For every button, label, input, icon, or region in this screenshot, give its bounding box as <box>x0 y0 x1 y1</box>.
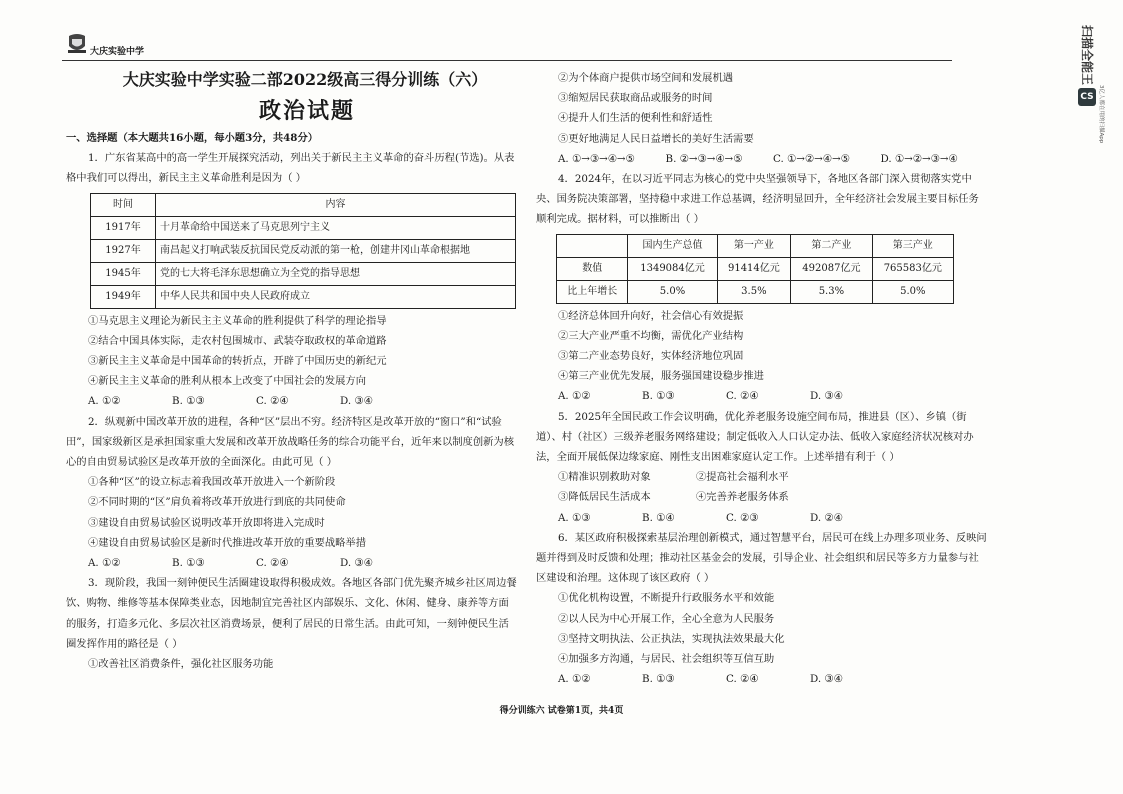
table-header-cell: 第一产业 <box>717 234 791 257</box>
table-cell: 5.0% <box>628 280 717 303</box>
answer-choice: D. ②④ <box>810 511 843 524</box>
answer-choice: C. ②③ <box>726 511 759 524</box>
answer-choice: B. ①③ <box>172 557 205 570</box>
answer-choice: A. ①→③→④→⑤ <box>558 152 635 165</box>
right-column <box>536 68 988 689</box>
question-1-option: ③新民主主义革命是中国革命的转折点，开辟了中国历史的新纪元 <box>88 355 387 368</box>
scanner-app-name: 扫描全能王 <box>1080 25 1094 86</box>
scanner-logo-icon: CS <box>1078 88 1096 106</box>
table-cell: 5.3% <box>791 280 872 303</box>
question-5-option: ①精准识别救助对象 <box>558 471 651 484</box>
table-cell: 比上年增长 <box>557 280 628 303</box>
table-cell: 1927年 <box>91 239 156 262</box>
answer-choice: A. ①③ <box>558 511 591 524</box>
answer-choice: A. ①② <box>558 390 591 403</box>
question-4-answers <box>536 386 988 406</box>
question-2-option: ④建设自由贸易试验区是新时代推进改革开放的重要战略举措 <box>88 536 367 549</box>
table-header-cell: 第二产业 <box>791 234 872 257</box>
question-5-stem: 5．2025年全国民政工作会议明确，优化养老服务设施空间布局，推进县（区）、乡镇（街道）、村（社区）三级养老服务网络建设；制定低收入人口认定办法、低收入家庭经济状况核对办法，全面开展低保边缘家庭、刚性支出困难家庭认定工作。上述举措有利于（ ） <box>536 410 974 464</box>
table-row <box>557 280 954 303</box>
question-3-option: ①改善社区消费条件，强化社区服务功能 <box>88 658 274 671</box>
question-4-option: ①经济总体回升向好，社会信心有效提振 <box>558 309 744 322</box>
table-header-cell: 时间 <box>91 193 156 216</box>
question-2-option: ①各种“区”的设立标志着我国改革开放进入一个新阶段 <box>88 476 336 489</box>
question-1-option: ②结合中国具体实际，走农村包围城市、武装夺取政权的革命道路 <box>88 334 387 347</box>
page-header <box>62 30 952 61</box>
table-cell: 3.5% <box>717 280 791 303</box>
table-cell: 91414亿元 <box>717 257 791 280</box>
question-4-table <box>556 234 954 304</box>
question-6-option: ③坚持文明执法、公正执法，实现执法效果最大化 <box>558 632 785 645</box>
question-1-option: ①马克思主义理论为新民主主义革命的胜利提供了科学的理论指导 <box>88 314 387 327</box>
table-cell: 1349084亿元 <box>628 257 717 280</box>
question-3-option: ②为个体商户提供市场空间和发展机遇 <box>558 72 734 84</box>
answer-choice: B. ①③ <box>172 395 205 408</box>
answer-choice: B. ②→③→④→⑤ <box>665 152 743 165</box>
table-cell: 1949年 <box>91 285 156 308</box>
table-row <box>557 257 954 280</box>
question-6-stem: 6．某区政府积极探索基层治理创新模式，通过智慧平台，居民可在线上办理多项业务、反映问题并得到及时反馈和处理；推动社区基金会的发展，引导企业、社会组织和居民等多方力量参与社区建设和治理。这体现了该区政府（ ） <box>536 531 987 585</box>
scanner-slogan-wrap <box>1096 85 1108 144</box>
question-2-option: ②不同时期的“区”肩负着将改革开放进行到底的共同使命 <box>88 496 346 509</box>
answer-choice: D. ①→②→③→④ <box>880 152 958 165</box>
table-header-cell: 国内生产总值 <box>628 234 717 257</box>
question-5-answers <box>536 508 988 528</box>
question-6-option: ④加强多方沟通，与居民、社会组织等互信互助 <box>558 653 775 666</box>
question-5-options <box>536 487 988 507</box>
table-row <box>91 216 516 239</box>
question-3-stem: 3．现阶段，我国一刻钟便民生活圈建设取得积极成效。各地区各部门优先聚齐城乡社区周边餐饮、购物、维修等基本保障类业态，因地制宜完善社区内部娱乐、文化、休闲、健身、康养等方面的服务，打造多元化、多层次社区消费场景，便利了居民的日常生活。由此可知，一刻钟便民生活圈发挥作用的路径是（ ） <box>66 577 517 650</box>
table-cell: 765583亿元 <box>872 257 953 280</box>
question-5-option: ③降低居民生活成本 <box>558 491 651 504</box>
answer-choice: D. ③④ <box>810 390 843 403</box>
scanner-slogan: 3亿人都在用的扫描App <box>1098 85 1104 144</box>
table-cell: 1945年 <box>91 262 156 285</box>
answer-choice: D. ③④ <box>340 395 373 408</box>
question-3-option: ⑤更好地满足人民日益增长的美好生活需要 <box>558 132 754 145</box>
question-4-option: ④第三产业优先发展，服务强国建设稳步推进 <box>558 370 764 383</box>
table-cell: 中华人民共和国中央人民政府成立 <box>156 285 516 308</box>
answer-choice: D. ③④ <box>340 557 373 570</box>
table-header-cell: 内容 <box>156 193 516 216</box>
table-cell: 5.0% <box>872 280 953 303</box>
question-6-answers <box>536 669 988 689</box>
table-cell: 1917年 <box>91 216 156 239</box>
answer-choice: A. ①② <box>558 673 591 686</box>
answer-choice: C. ①→②→④→⑤ <box>773 152 850 165</box>
table-row <box>91 285 516 308</box>
exam-title: 大庆实验中学实验二部2022级高三得分训练（六） <box>122 70 488 89</box>
table-cell: 党的七大将毛泽东思想确立为全党的指导思想 <box>156 262 516 285</box>
question-2-option: ③建设自由贸易试验区说明改革开放即将进入完成时 <box>88 516 325 529</box>
question-3-option: ④提升人们生活的便利性和舒适性 <box>558 112 713 125</box>
page-footer: 得分训练六 试卷第1页，共4页 <box>499 706 624 716</box>
question-2-answers <box>66 553 518 573</box>
answer-choice: C. ②④ <box>726 673 759 686</box>
table-row <box>91 262 516 285</box>
answer-choice: B. ①③ <box>642 390 675 403</box>
subject-title: 政治试题 <box>258 98 355 124</box>
scanner-watermark <box>1072 25 1102 85</box>
question-4-option: ③第二产业态势良好，实体经济地位巩固 <box>558 350 744 363</box>
question-2-stem: 2．纵观新中国改革开放的进程，各种“区”层出不穷。经济特区是改革开放的“窗口”和“试验田”，国家级新区是承担国家重大发展和改革开放战略任务的综合功能平台，近年来以制度创新为核心的自由贸易试验区是改革开放的全面深化。由此可见（ ） <box>66 415 515 469</box>
question-6-option: ①优化机构设置，不断提升行政服务水平和效能 <box>558 592 775 605</box>
table-cell: 十月革命给中国送来了马克思列宁主义 <box>156 216 516 239</box>
answer-choice: A. ①② <box>88 557 121 570</box>
answer-choice: C. ②④ <box>256 557 289 570</box>
answer-choice: A. ①② <box>88 395 121 408</box>
question-5-option: ④完善养老服务体系 <box>696 491 789 504</box>
school-logo-icon <box>66 32 88 56</box>
question-1-answers <box>66 391 518 411</box>
question-4-option: ②三大产业严重不均衡，需优化产业结构 <box>558 329 744 342</box>
table-cell: 数值 <box>557 257 628 280</box>
question-5-option: ②提高社会福利水平 <box>696 471 789 484</box>
question-6-option: ②以人民为中心开展工作，全心全意为人民服务 <box>558 612 775 625</box>
table-header-cell <box>557 234 628 257</box>
school-name: 大庆实验中学 <box>90 47 145 57</box>
question-5-options <box>536 467 988 487</box>
answer-choice: B. ①③ <box>642 673 675 686</box>
table-row <box>91 239 516 262</box>
table-header-cell: 第三产业 <box>872 234 953 257</box>
section-heading: 一、选择题（本大题共16小题，每小题3分，共48分） <box>66 132 319 144</box>
answer-choice: C. ②④ <box>256 395 289 408</box>
answer-choice: D. ③④ <box>810 673 843 686</box>
answer-choice: B. ①④ <box>642 511 675 524</box>
table-header-row <box>91 193 516 216</box>
question-4-stem: 4．2024年，在以习近平同志为核心的党中央坚强领导下，各地区各部门深入贯彻落实党中央、国务院决策部署，坚持稳中求进工作总基调，经济明显回升，全年经济社会发展主要目标任务顺利完成。据材料，可以推断出（ ） <box>536 173 979 226</box>
table-header-row <box>557 234 954 257</box>
question-1-table <box>90 193 516 309</box>
question-3-option: ③缩短居民获取商品或服务的时间 <box>558 92 713 105</box>
left-column <box>66 68 518 674</box>
table-cell: 南昌起义打响武装反抗国民党反动派的第一枪，创建井冈山革命根据地 <box>156 239 516 262</box>
table-cell: 492087亿元 <box>791 257 872 280</box>
question-1-stem: 1．广东省某高中的高一学生开展探究活动，列出关于新民主主义革命的奋斗历程(节选)。从表格中我们可以得出，新民主主义革命胜利是因为（ ） <box>66 152 515 185</box>
answer-choice: C. ②④ <box>726 390 759 403</box>
question-1-option: ④新民主主义革命的胜利从根本上改变了中国社会的发展方向 <box>88 375 367 388</box>
question-3-answers <box>536 149 988 169</box>
